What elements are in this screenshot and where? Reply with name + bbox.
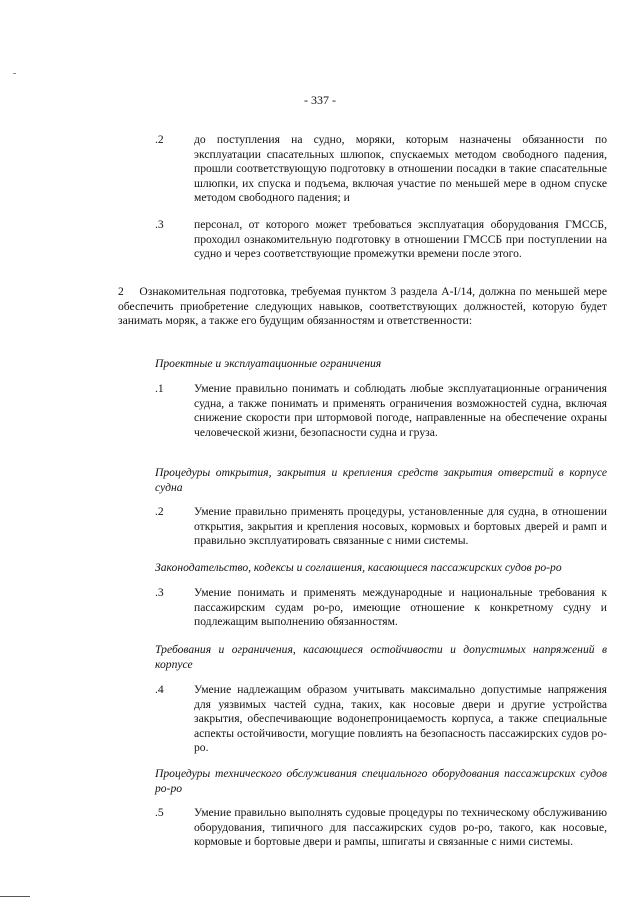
item-number: .3 (155, 586, 164, 599)
item-text: до поступления на судно, моряки, которым назначены обязанности по эксплуатации спасательных шлюпок, спускаемых методом свободного падения, прошли соответствующую подготовку в отношении посадки в такие спасательные шлюпки, их спуска и подъема, включая участие по меньшей мере в одном спуске методом свободного падения; и (194, 133, 607, 205)
section-heading: Процедуры технического обслуживания специального оборудования пассажирских судов ро-ро (155, 767, 607, 795)
paragraph-2: 2 Ознакомительная подготовка, требуемая пунктом 3 раздела А-I/14, должна по меньшей мере обеспечить приобретение следующих навыков, соответствующих должностей, которую будет занимать моряк, а также его будущим обязанностям и ответственности: (118, 285, 607, 328)
item-number: .5 (155, 806, 164, 819)
item-number: .3 (155, 218, 164, 231)
item-text: Умение правильно понимать и соблюдать любые эксплуатационные ограничения судна, а также понимать и применять ограничения возможностей судна, включая снижение скорости при штормовой погоде, направленные на обеспечение охраны человеческой жизни, безопасности судна и груза. (194, 382, 607, 439)
item-text: Умение понимать и применять международные и национальные требования к пассажирским судам ро-ро, имеющие отношение к конкретному судну и подлежащим выполнению обязанностям. (194, 586, 607, 629)
section-heading: Процедуры открытия, закрытия и крепления средств закрытия отверстий в корпусе судна (155, 466, 607, 494)
item-number: .1 (155, 382, 164, 395)
section-heading: Законодательство, кодексы и соглашения, касающиеся пассажирских судов ро-ро (155, 561, 562, 574)
item-text: Умение правильно применять процедуры, установленные для судна, в отношении открытия, закрытия и крепления носовых, кормовых и бортовых дверей и рамп и правильно эксплуатировать связанные с ними системы. (194, 505, 607, 548)
item-number: .4 (155, 683, 164, 696)
item-text: персонал, от которого может требоваться эксплуатация оборудования ГМССБ, проходил ознакомительную подготовку в отношении ГМССБ при поступлении на судно и через соответствующие промежутки времени после этого. (194, 218, 607, 261)
section-heading: Проектные и эксплуатационные ограничения (155, 357, 382, 370)
scan-mark (0, 896, 30, 897)
section-heading: Требования и ограничения, касающиеся остойчивости и допустимых напряжений в корпусе (155, 643, 607, 671)
item-number: .2 (155, 133, 164, 146)
page-number: - 337 - (304, 93, 336, 107)
item-text: Умение надлежащим образом учитывать максимально допустимые напряжения для уязвимых частей судна, таких, как носовые двери и другие устройства закрытия, обеспечивающие водонепроницаемость корпуса, а также специальные аспекты остойчивости, могущие повлиять на безопасность пассажирских судов ро-ро. (194, 683, 607, 755)
scan-mark (13, 73, 16, 74)
item-text: Умение правильно выполнять судовые процедуры по техническому обслуживанию оборудования, типичного для пассажирских судов ро-ро, такого, как носовые, кормовые и бортовые двери и рампы, шпигаты и связанные с ними системы. (194, 806, 607, 849)
item-number: .2 (155, 505, 164, 518)
